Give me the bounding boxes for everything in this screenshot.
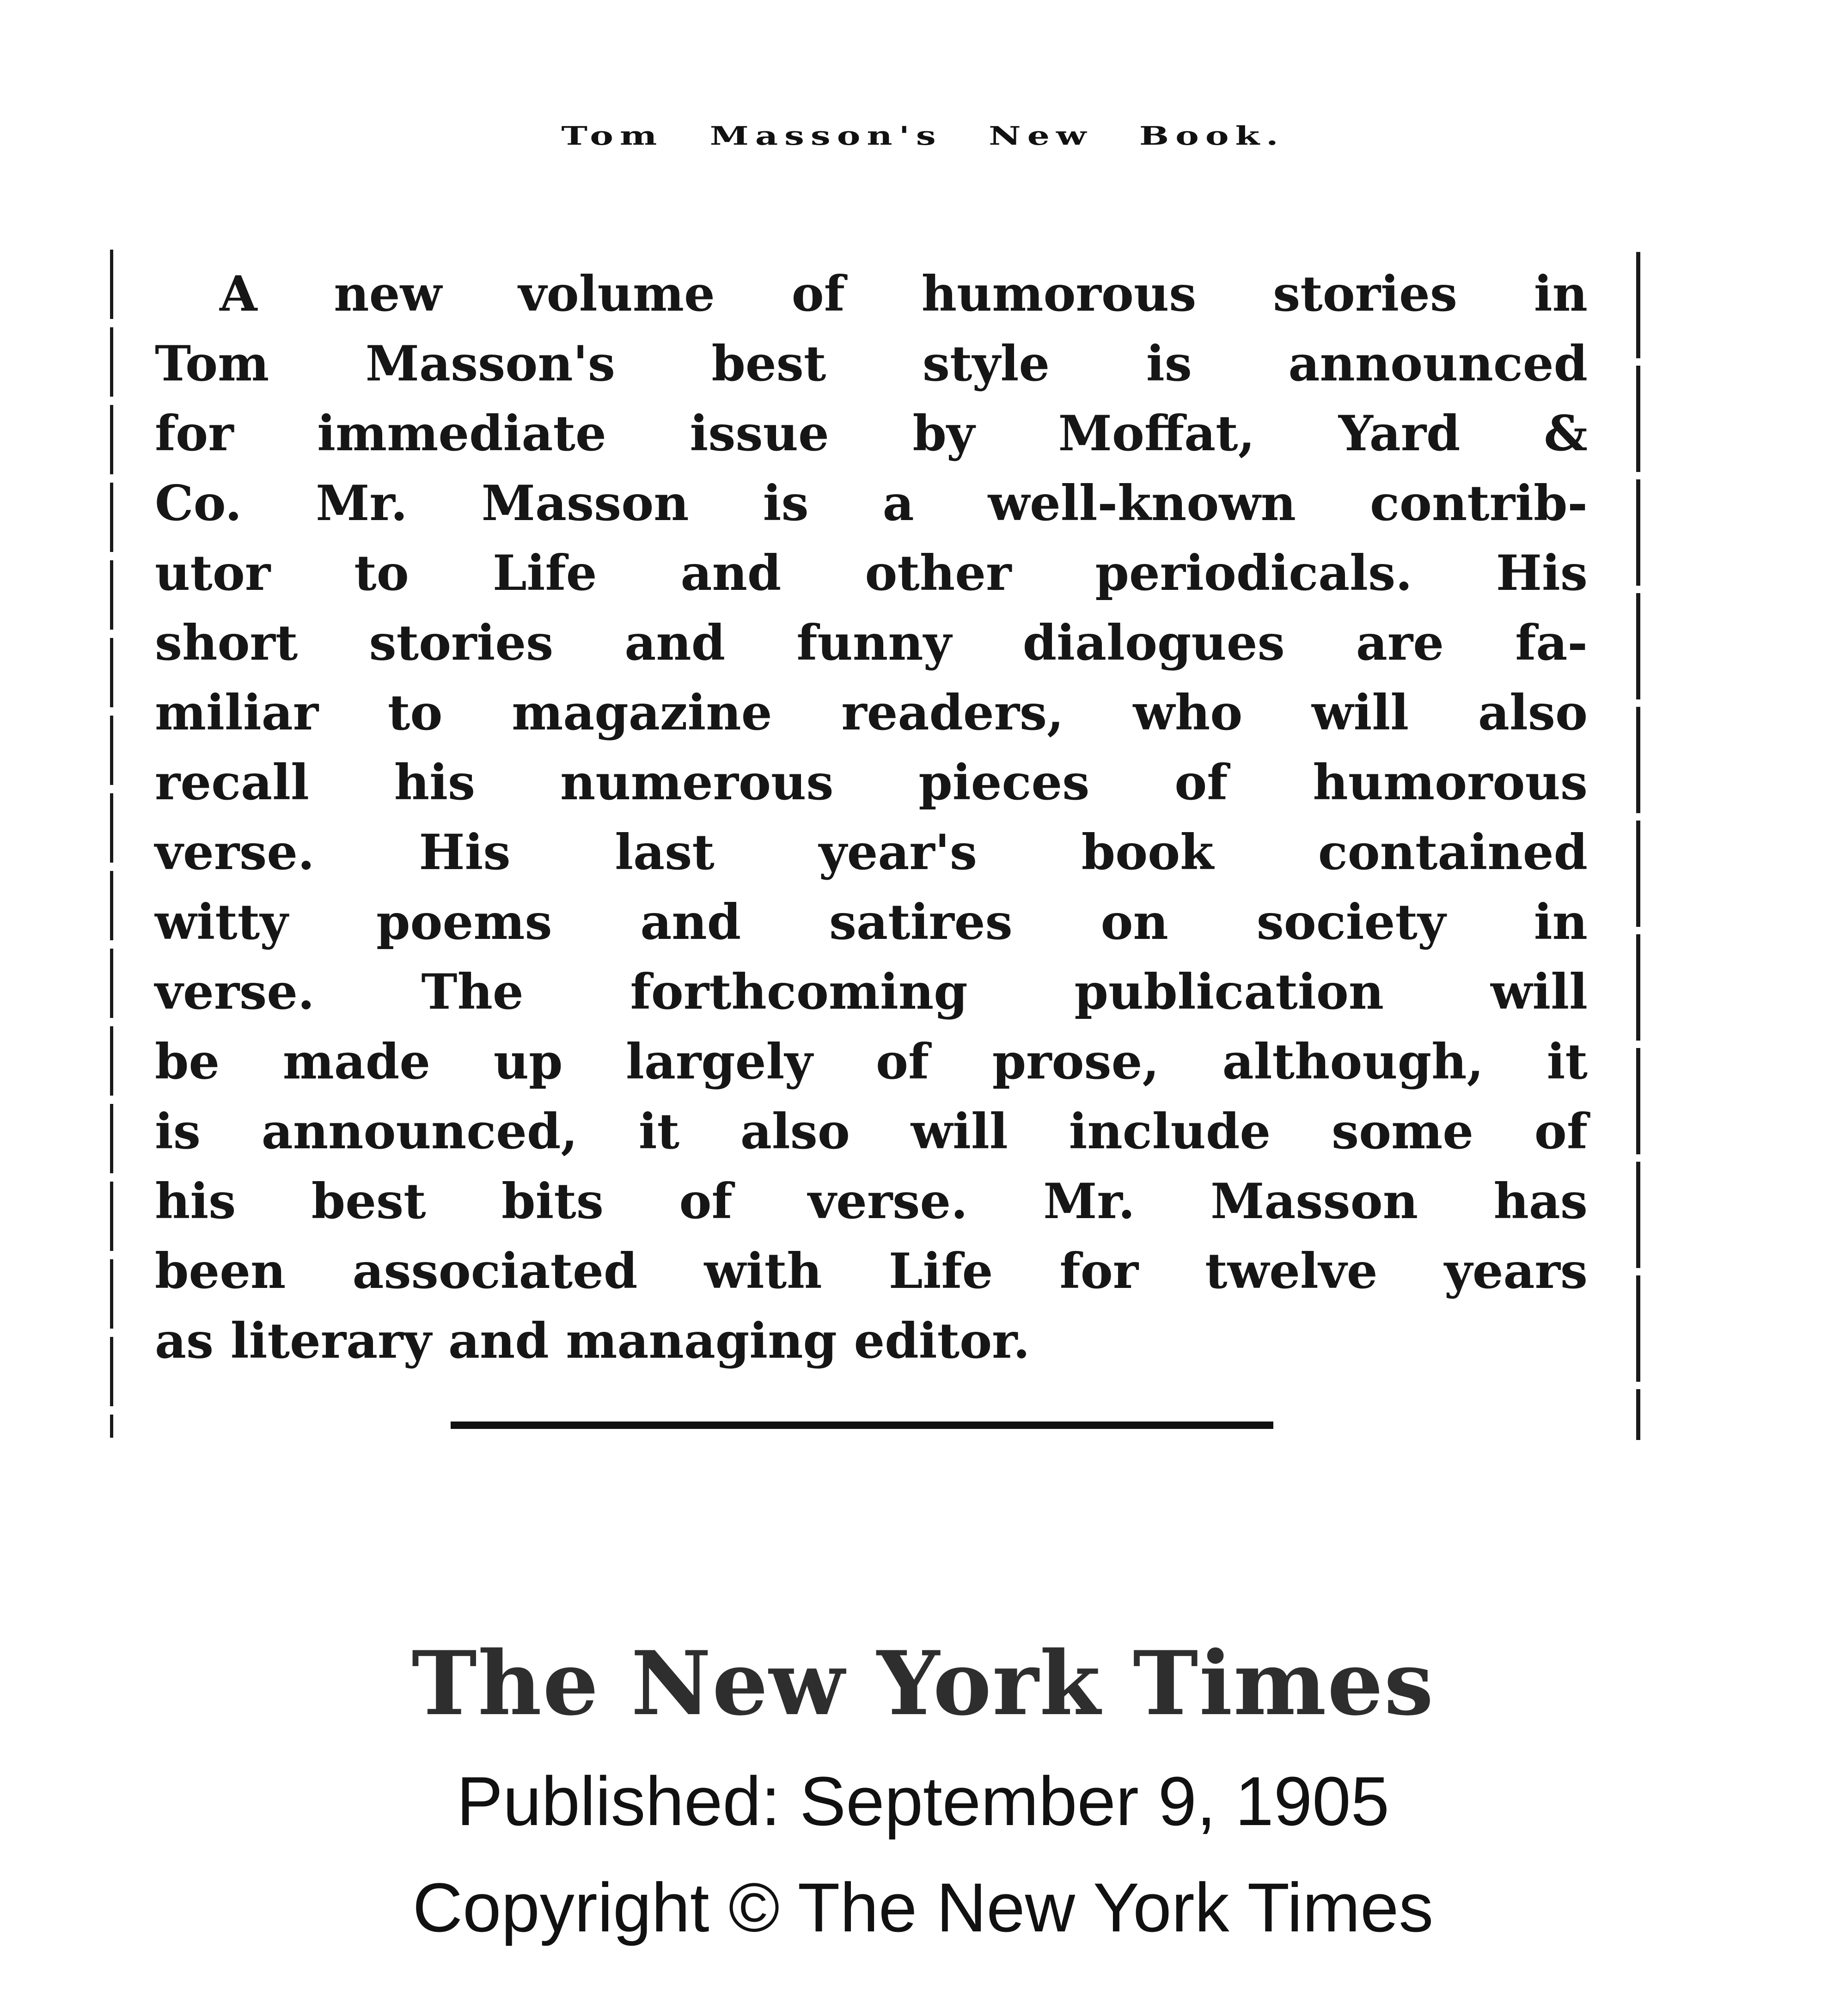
article-line: Tom Masson's best style is announced — [155, 335, 1588, 392]
column-rule-right — [1636, 252, 1640, 1440]
article-line: his best bits of verse. Mr. Masson has — [155, 1172, 1588, 1230]
article-line: been associated with Life for twelve years — [155, 1242, 1588, 1299]
article-line: for immediate issue by Moffat, Yard & — [155, 404, 1588, 462]
article-line: short stories and funny dialogues are fa- — [155, 614, 1588, 671]
nyt-masthead-logo: The New York Times — [411, 1632, 1435, 1735]
article-headline: Tom Masson's New Book. — [561, 121, 1285, 151]
column-rule-left — [110, 250, 113, 1438]
copyright-notice: Copyright © The New York Times — [412, 1869, 1434, 1946]
article-line: as literary and managing editor. — [155, 1312, 1030, 1369]
published-date: Published: September 9, 1905 — [456, 1762, 1390, 1840]
article-line: be made up largely of prose, although, it — [155, 1033, 1588, 1090]
article-line: recall his numerous pieces of humorous — [155, 754, 1588, 811]
article-line: A new volume of humorous stories in — [220, 265, 1588, 322]
article-line: witty poems and satires on society in — [155, 893, 1588, 950]
article-line: verse. The forthcoming publication will — [155, 963, 1588, 1020]
article-body — [155, 259, 1588, 1376]
article-line: miliar to magazine readers, who will also — [155, 684, 1588, 741]
article-line: is announced, it also will include some of — [155, 1103, 1588, 1160]
article-end-rule — [451, 1422, 1273, 1429]
article-line: verse. His last year's book contained — [155, 823, 1588, 881]
article-line: Co. Mr. Masson is a well-known contrib- — [155, 474, 1588, 532]
article-line: utor to Life and other periodicals. His — [155, 544, 1588, 601]
